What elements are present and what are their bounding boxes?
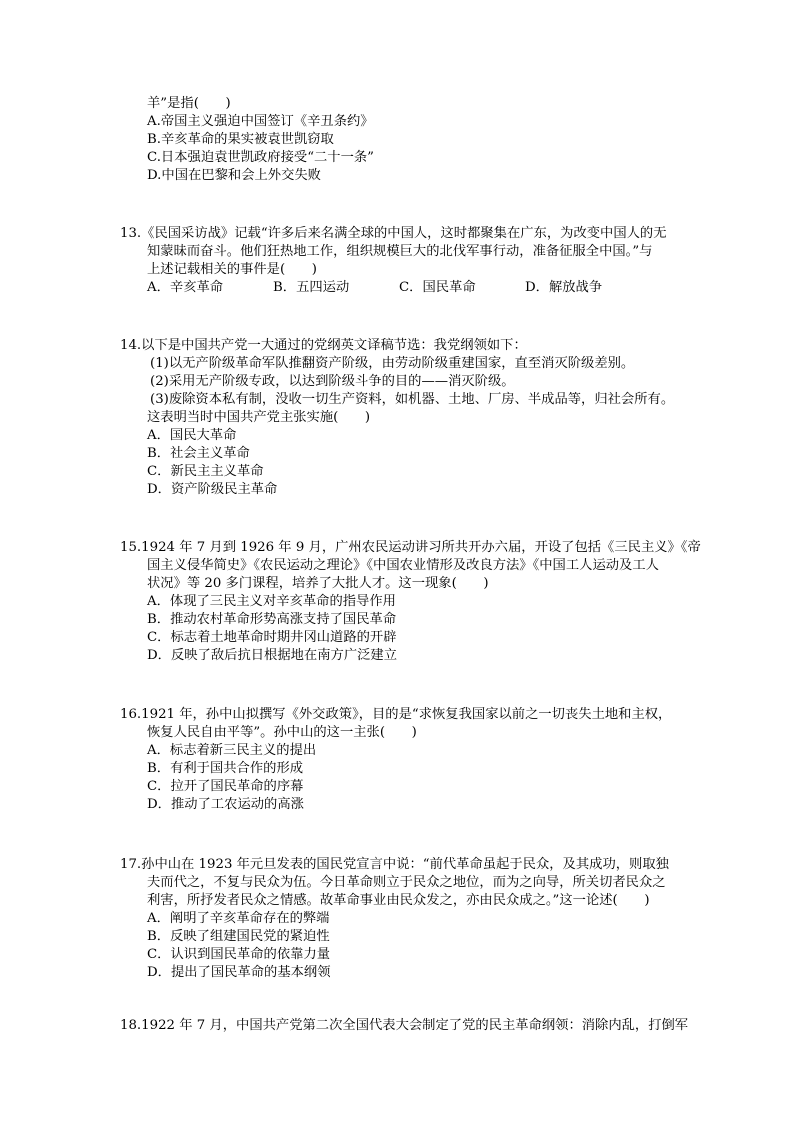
- question-16-stem-line: 恢复人民自由平等”。孙中山的这一主张( ): [147, 725, 417, 740]
- question-13-option-c: C．国民革命: [399, 280, 476, 295]
- question-15-stem-line: 15.1924 年 7 月到 1926 年 9 月，广州农民运动讲习所共开办六届，开设了包括《三民主义》《帝: [120, 540, 701, 555]
- question-13-option-b: B．五四运动: [273, 280, 350, 295]
- question-12-option-a: A.帝国主义强迫中国签订《辛丑条约》: [147, 114, 374, 129]
- question-16-option-d: D．推动了工农运动的高涨: [147, 797, 304, 812]
- question-14-option-a: A．国民大革命: [147, 428, 237, 443]
- question-14-clause-1: (1)以无产阶级革命军队推翻资产阶级，由劳动阶级重建国家，直至消灭阶级差别。: [150, 356, 635, 371]
- question-14-option-c: C．新民主主义革命: [147, 464, 264, 479]
- question-15-option-b: B．推动农村革命形势高涨支持了国民革命: [147, 612, 397, 627]
- question-13-options: [120, 279, 710, 297]
- question-15-option-d: D．反映了敌后抗日根据地在南方广泛建立: [147, 648, 398, 663]
- question-15: [120, 539, 710, 665]
- question-12-option-b: B.辛亥革命的果实被袁世凯窃取: [147, 132, 334, 147]
- question-16-stem-line: 16.1921 年，孙中山拟撰写《外交政策》，目的是“求恢复我国家以前之一切丧失土地和主权，: [120, 707, 672, 722]
- question-18-stem-line: 18.1922 年 7 月，中国共产党第二次全国代表大会制定了党的民主革命纲领：消除内乱，打倒军: [120, 1018, 689, 1033]
- question-16-option-b: B．有利于国共合作的形成: [147, 761, 304, 776]
- question-17-option-b: B．反映了组建国民党的紧迫性: [147, 929, 330, 944]
- question-14-stem-line: 这表明当时中国共产党主张实施( ): [147, 410, 371, 425]
- question-14-clause-2: (2)采用无产阶级专政，以达到阶级斗争的目的——消灭阶级。: [150, 374, 515, 389]
- question-16-option-c: C．拉开了国民革命的序幕: [147, 779, 304, 794]
- question-17-stem-line: 夫而代之，不复与民众为伍。今日革命则立于民众之地位，而为之向导，所关切者民众之: [147, 875, 666, 890]
- question-15-option-c: C．标志着土地革命时期井冈山道路的开辟: [147, 630, 397, 645]
- question-14-clause-3: (3)废除资本私有制，没收一切生产资料，如机器、土地、厂房、半成品等，归社会所有。: [150, 392, 675, 407]
- question-13-option-d: D．解放战争: [525, 280, 603, 295]
- question-13-stem-line: 上述记载相关的事件是( ): [147, 262, 317, 277]
- question-14-option-b: B．社会主义革命: [147, 446, 250, 461]
- question-16: [120, 706, 710, 814]
- question-12-option-c: C.日本强迫袁世凯政府接受“二十一条”: [147, 150, 374, 165]
- question-17-option-a: A．阐明了辛亥革命存在的弊端: [147, 911, 330, 926]
- question-12-option-d: D.中国在巴黎和会上外交失败: [147, 168, 321, 183]
- question-13-stem-line: 知蒙昧而奋斗。他们狂热地工作，组织规模巨大的北伐军事行动，准备征服全中国。”与: [147, 244, 653, 259]
- question-18: [120, 1017, 710, 1035]
- question-17-option-d: D．提出了国民革命的基本纲领: [147, 965, 331, 980]
- question-15-stem-line: 状况》等 20 多门课程，培养了大批人才。这一现象( ): [147, 576, 489, 591]
- question-14-stem-line: 14.以下是中国共产党一大通过的党纲英文译稿节选：我党纲领如下：: [120, 338, 527, 353]
- question-15-option-a: A．体现了三民主义对辛亥革命的指导作用: [147, 594, 396, 609]
- question-16-option-a: A．标志着新三民主义的提出: [147, 743, 317, 758]
- question-17-stem-line: 利害，所抒发者民众之情感。故革命事业由民众发之，亦由民众成之。”这一论述( ): [147, 893, 650, 908]
- question-12-stem: 羊”是指( ): [147, 96, 231, 111]
- question-12: [120, 95, 710, 185]
- question-14-option-d: D．资产阶级民主革命: [147, 482, 278, 497]
- question-15-stem-line: 国主义侵华简史》《农民运动之理论》《中国农业情形及改良方法》《中国工人运动及工人: [147, 558, 659, 573]
- question-13: [120, 225, 710, 297]
- question-17-stem-line: 17.孙中山在 1923 年元旦发表的国民党宣言中说：“前代革命虽起于民众，及其成功，则取独: [120, 857, 669, 872]
- question-13-stem-line: 13.《民国采访战》记载“许多后来名满全球的中国人，这时都聚集在广东，为改变中国人的无: [120, 226, 667, 241]
- question-17-option-c: C．认识到国民革命的依靠力量: [147, 947, 331, 962]
- question-14: [120, 337, 710, 499]
- question-13-option-a: A．辛亥革命: [147, 280, 224, 295]
- question-17: [120, 856, 710, 982]
